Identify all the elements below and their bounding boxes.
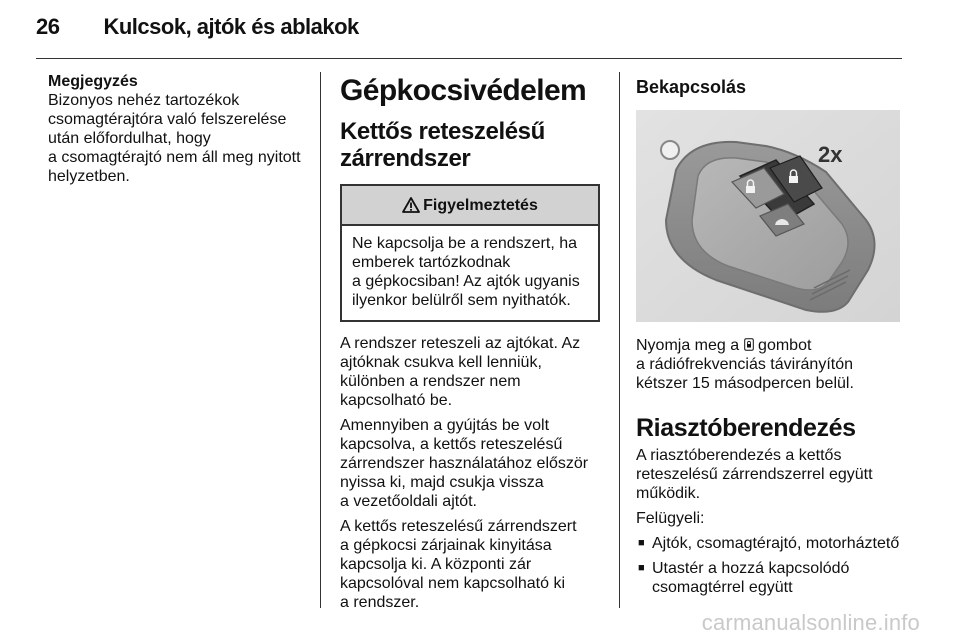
text-line: zárrendszer használatához először <box>340 455 589 472</box>
text-line: különben a rendszer nem <box>340 373 521 390</box>
text-line: kapcsolva, a kettős reteszelésű <box>340 436 563 453</box>
text-line: csomagtérrel együtt <box>652 579 793 596</box>
note-line: a csomagtérajtó nem áll meg nyitott <box>48 149 301 166</box>
text-line: a gépkocsi zárjainak kinyitása <box>340 537 552 554</box>
paragraph <box>340 334 602 410</box>
header-rule <box>36 58 902 59</box>
text-line: ajtóknak csukva kell lenniük, <box>340 354 542 371</box>
image-label-2x: 2x <box>818 142 843 167</box>
monitors-label: Felügyeli: <box>636 510 705 527</box>
subsection-heading-activation: Bekapcsolás <box>636 77 747 97</box>
list-item-text <box>652 534 906 553</box>
text-line: nyissa ki, majd csukja vissza <box>340 474 544 491</box>
bullet-square-icon: ■ <box>638 562 645 574</box>
page-number: 26 <box>36 14 60 39</box>
warning-body <box>342 226 598 320</box>
text-line: működik. <box>636 485 701 502</box>
text-line: A rendszer reteszeli az ajtókat. Az <box>340 335 581 352</box>
warning-line: emberek tartózkodnak <box>352 254 511 271</box>
text-line: a rádiófrekvenciás távirányítón <box>636 356 853 373</box>
text-line: kapcsolóval nem kapcsolható ki <box>340 575 566 592</box>
text-line: Amennyiben a gyújtás be volt <box>340 417 550 434</box>
warning-box <box>340 184 600 322</box>
list-item <box>636 559 906 597</box>
note-line: Bizonyos nehéz tartozékok <box>48 92 240 109</box>
activation-text-after: gombot <box>753 337 812 354</box>
column-2 <box>340 74 602 612</box>
subsection-heading-deadlocking <box>340 118 602 172</box>
text-line: kapcsolható be. <box>340 392 453 409</box>
section-heading-alarm: Riasztóberendezés <box>636 414 856 442</box>
note-heading: Megjegyzés <box>48 73 138 90</box>
text-line: a rendszer. <box>340 594 420 611</box>
warning-line: a gépkocsiban! Az ajtók ugyanis <box>352 273 580 290</box>
note-text <box>48 91 310 186</box>
column-1 <box>48 72 310 186</box>
lock-icon <box>744 338 754 351</box>
column-divider-2 <box>619 72 620 608</box>
heading-line: Kettős reteszelésű <box>340 118 545 145</box>
warning-triangle-icon <box>402 197 420 213</box>
text-line: a vezetőoldali ajtót. <box>340 493 477 510</box>
list-item <box>636 534 906 553</box>
text-line: kétszer 15 másodpercen belül. <box>636 375 854 392</box>
section-heading-vehicle-security: Gépkocsivédelem <box>340 74 587 107</box>
alarm-text <box>636 446 906 503</box>
note-line: helyzetben. <box>48 168 130 185</box>
text-line: Utastér a hozzá kapcsolódó <box>652 560 850 577</box>
warning-line: Ne kapcsolja be a rendszert, ha <box>352 235 578 252</box>
page-title: Kulcsok, ajtók és ablakok <box>103 14 359 39</box>
watermark: carmanualsonline.info <box>701 610 920 635</box>
note-line: után előfordulhat, hogy <box>48 130 211 147</box>
warning-title: Figyelmeztetés <box>423 196 538 214</box>
activation-text-before: Nyomja meg a <box>636 337 744 354</box>
key-fob-illustration <box>636 110 900 322</box>
text-line: A riasztóberendezés a kettős <box>636 447 842 464</box>
text-line: reteszelésű zárrendszerrel együtt <box>636 466 873 483</box>
page-header <box>36 14 359 44</box>
bullet-square-icon: ■ <box>638 537 645 549</box>
column-3 <box>636 74 906 597</box>
text-line: kapcsolja ki. A központi zár <box>340 556 532 573</box>
list-item-text <box>652 559 906 597</box>
column-divider-1 <box>320 72 321 608</box>
paragraph <box>340 517 602 612</box>
activation-text <box>636 336 906 393</box>
text-line: Ajtók, csomagtérajtó, motorháztető <box>652 535 900 552</box>
text-line: A kettős reteszelésű zárrendszert <box>340 518 577 535</box>
text-line <box>636 336 906 355</box>
warning-header <box>342 186 598 226</box>
paragraph <box>340 416 602 511</box>
warning-line: ilyenkor belülről sem nyithatók. <box>352 292 571 309</box>
note-line: csomagtérajtóra való felszerelése <box>48 111 287 128</box>
heading-line: zárrendszer <box>340 145 471 172</box>
